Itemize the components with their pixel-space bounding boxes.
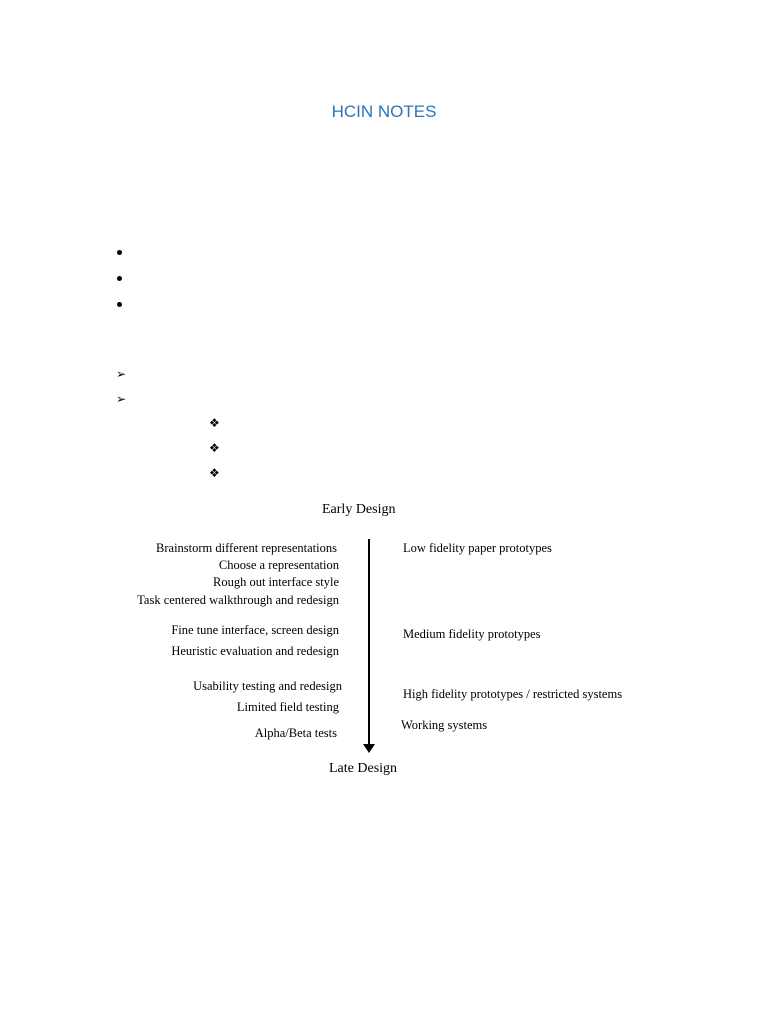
diamond-bullet-icon-1: ❖ bbox=[209, 416, 220, 430]
arrow-bullet-icon-1: ➢ bbox=[116, 367, 127, 381]
left-item-7: Usability testing and redesign bbox=[193, 679, 342, 693]
left-item-8: Limited field testing bbox=[236, 700, 339, 714]
right-item-4: Working systems bbox=[401, 718, 488, 732]
left-item-1: Brainstorm different representations bbox=[156, 541, 337, 555]
left-item-6: Heuristic evaluation and redesign bbox=[171, 644, 339, 658]
page-title: HCIN NOTES bbox=[331, 102, 437, 121]
right-item-2: Medium fidelity prototypes bbox=[403, 627, 541, 641]
left-item-9: Alpha/Beta tests bbox=[254, 726, 337, 740]
early-design-label: Early Design bbox=[322, 502, 396, 517]
right-item-3: High fidelity prototypes / restricted systems bbox=[403, 687, 623, 701]
right-item-1: Low fidelity paper prototypes bbox=[403, 541, 552, 555]
arrow-bullet-icon-2: ➢ bbox=[116, 392, 127, 406]
diamond-bullet-icon-3: ❖ bbox=[209, 466, 220, 480]
late-design-label: Late Design bbox=[329, 761, 398, 776]
left-item-4: Task centered walkthrough and redesign bbox=[137, 593, 339, 607]
diamond-bullet-icon-2: ❖ bbox=[209, 441, 220, 455]
left-item-3: Rough out interface style bbox=[212, 575, 339, 589]
left-item-2: Choose a representation bbox=[218, 558, 339, 572]
left-item-5: Fine tune interface, screen design bbox=[171, 623, 339, 637]
